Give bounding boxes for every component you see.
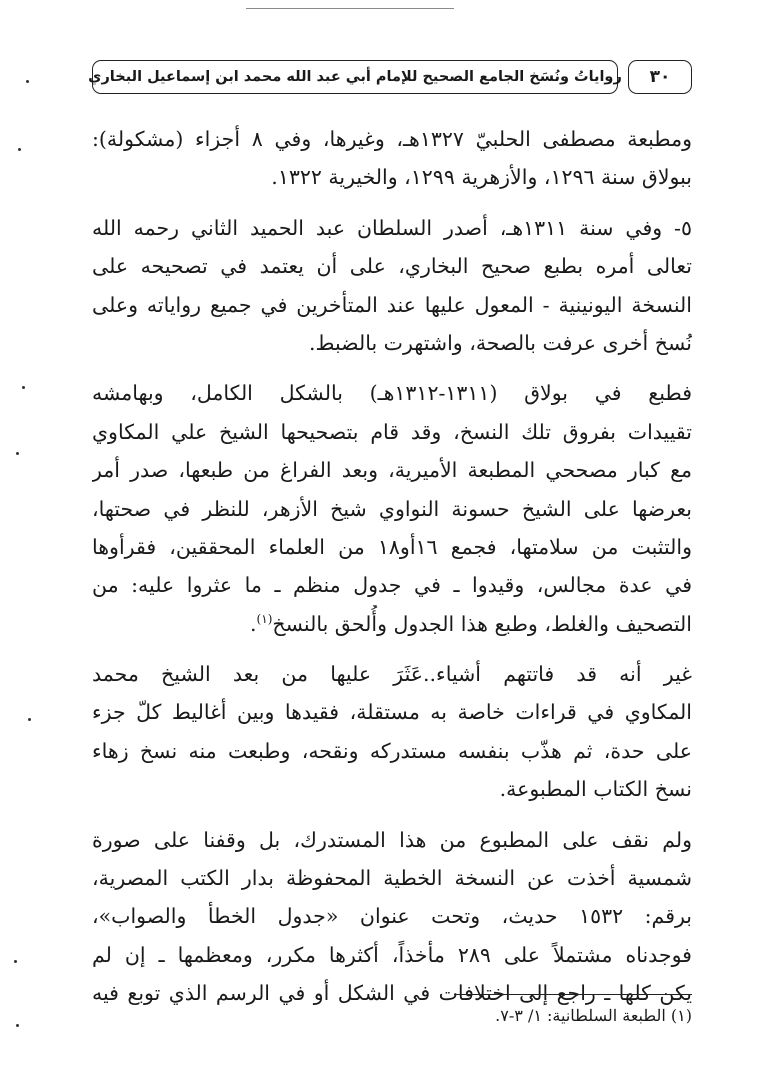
- text-line: تعالى أمره بطبع صحيح البخاري، على أن يعتمد في تصحيحه على: [92, 254, 692, 279]
- scan-speck: [22, 386, 25, 389]
- text-line: ٥- وفي سنة ١٣١١هـ، أصدر السلطان عبد الحميد الثاني رحمه الله: [92, 215, 692, 240]
- main-text: [92, 120, 692, 1013]
- text-line: نُسخ أخرى عرفت بالصحة، واشتهرت بالضبط.: [309, 330, 692, 355]
- text-line: بعرضها على الشيخ حسونة النواوي شيخ الأزهر، للنظر في صحتها،: [92, 496, 692, 521]
- text-line: فوجدناه مشتملاً على ٢٨٩ مأخذاً، أكثرها مكرر، ومعظمها ـ إن لم: [92, 942, 692, 967]
- sentence-end: .: [250, 611, 257, 636]
- text-line: والتثبت من سلامتها، فجمع ١٦أو١٨ من العلماء المحققين، فقرأوها: [92, 534, 692, 559]
- scan-speck: [18, 148, 21, 151]
- text-line: المكاوي في قراءات خاصة به مستقلة، فقيدها وبين أغاليط كلّ جزء: [92, 700, 692, 725]
- text-line: النسخة اليونينية - المعول عليها عند المتأخرين في جميع رواياته وعلى: [92, 292, 692, 317]
- page-number: ٣٠: [628, 60, 692, 94]
- text-line: ببولاق سنة ١٢٩٦، والأزهرية ١٢٩٩، والخيرية ١٣٢٢.: [271, 165, 692, 190]
- text-line-with-footnote: [92, 605, 692, 643]
- footnote-ref: (١): [256, 611, 273, 626]
- top-rule: [246, 8, 454, 9]
- text-line: ومطبعة مصطفى الحلبيّ ١٣٢٧هـ، وغيرها، وفي ٨ أجزاء (مشكولة):: [92, 127, 692, 151]
- text-line: فطبع في بولاق (١٣١١-١٣١٢هـ) بالشكل الكامل، وبهامشه: [92, 381, 692, 406]
- running-header: [88, 60, 692, 96]
- text-line: في عدة مجالس، وقيدوا ـ في جدول منظم ـ ما عثروا عليه: من: [92, 573, 692, 598]
- text-line: نسخ الكتاب المطبوعة.: [499, 777, 692, 802]
- line-text: التصحيف والغلط، وطبع هذا الجدول وأُلحق بالنسخ: [272, 611, 692, 636]
- text-line: تقييدات بفروق تلك النسخ، وقد قام بتصحيحها الشيخ علي المكاوي: [92, 419, 692, 444]
- scan-speck: [16, 452, 19, 455]
- text-line: شمسية أخذت عن النسخة الخطية المحفوظة بدار الكتب المصرية،: [92, 866, 692, 891]
- text-line: غير أنه قد فاتتهم أشياء..عَثَرَ عليها من بعد الشيخ محمد: [92, 662, 692, 687]
- running-title: رواياتُ ونُسَخ الجامع الصحيح للإمام أبي عبد الله محمد ابن إسماعيل البخاري: [92, 60, 618, 94]
- footnote: (١) الطبعة السلطانية: ١/ ٣-٧.: [495, 1006, 692, 1025]
- footnote-separator: [454, 994, 692, 995]
- scan-speck: [28, 718, 31, 721]
- text-line: مع كبار مصححي المطبعة الأميرية، وبعد الفراغ من طبعها، صدر أمر: [92, 458, 692, 483]
- text-line: ولم نقف على المطبوع من هذا المستدرك، بل وقفنا على صورة: [92, 827, 692, 852]
- scan-speck: [14, 960, 17, 963]
- scan-speck: [16, 1024, 19, 1027]
- scan-speck: [26, 80, 29, 83]
- text-line: على حدة، ثم هذّب بنفسه مستدركه ونقحه، وطبعت منه نسخ زهاء: [92, 738, 692, 763]
- text-line: يكن كلها ـ راجع إلى اختلافات في الشكل أو في الرسم الذي توبع فيه: [92, 981, 692, 1006]
- text-line: برقم: ١٥٣٢ حديث، وتحت عنوان «جدول الخطأ والصواب»،: [92, 904, 692, 929]
